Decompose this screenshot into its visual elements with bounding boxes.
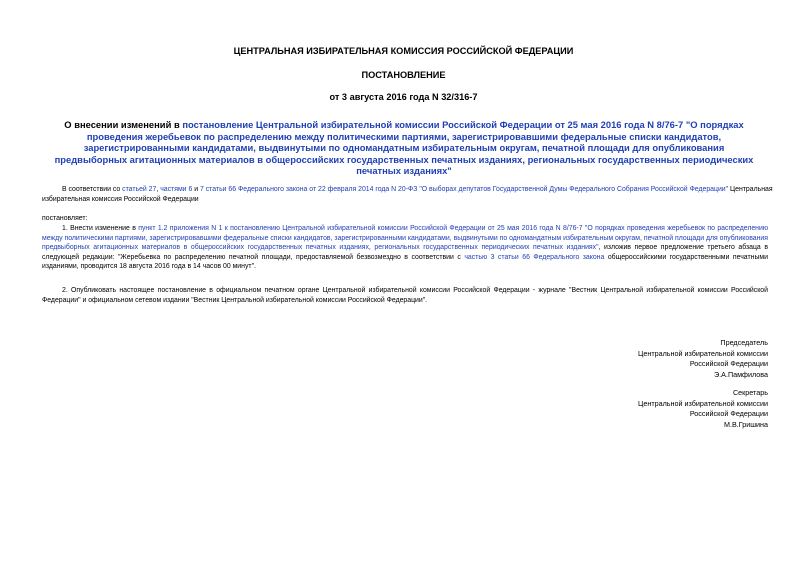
item2-text: 2. Опубликовать настоящее постановление в официальном печатном органе Центральной избирательной комиссии Российской Федерации - журнале "Вестник Центральной избирательной комиссии Российской Федерации" и официальном сетевом издании "Вестник Центральной избирательной комиссии Российской Федерации".	[42, 287, 768, 304]
preamble-text-5: Центральная избирательная комиссия Российской Федерации	[42, 186, 773, 203]
signature-name: М.В.Гришина	[723, 419, 768, 429]
item1-link-part3[interactable]: частью 3 статьи 66 Федерального закона	[464, 253, 605, 261]
document-type-heading: ПОСТАНОВЛЕНИЕ	[361, 70, 446, 80]
resolves-line: постановляет:	[42, 215, 88, 222]
title-link[interactable]: постановление Центральной избирательной комиссии Российской Федерации от 25 мая 2016 года N 8/76-7 "О порядках проведения жеребьевок по распределению между политическими партиями, зарегистрировавшими федеральные списки кандидатов, зарегистрированными кандидатами, выдвинутыми по одномандатным избирательным округам, печатной площади для опубликования предвыборных агитационных материалов в общероссийских государственных печатных изданиях, региональных государственных периодических печатных изданиях"	[54, 119, 754, 176]
signature-chairman	[568, 338, 768, 380]
preamble-link-article27[interactable]: статьей 27	[122, 186, 157, 193]
signature-org-line2: Российской Федерации	[689, 409, 768, 419]
item1-text-1: 1. Внести изменение в	[62, 225, 139, 232]
preamble-paragraph	[42, 185, 782, 204]
organization-heading: ЦЕНТРАЛЬНАЯ ИЗБИРАТЕЛЬНАЯ КОМИССИЯ РОССИЙСКОЙ ФЕДЕРАЦИИ	[233, 46, 574, 56]
signature-org-line1: Центральной избирательной комиссии	[638, 348, 768, 358]
signature-org-line1: Центральной избирательной комиссии	[638, 398, 768, 408]
preamble-text-2: ,	[156, 186, 161, 193]
item-1-paragraph	[42, 224, 768, 272]
document-title	[48, 119, 760, 177]
preamble-link-parts6[interactable]: частями 6	[160, 186, 193, 193]
signature-role: Секретарь	[732, 388, 768, 397]
preamble-link-federal-law[interactable]: Федерального закона от 22 февраля 2014 года N 20-ФЗ "О выборах депутатов Государственной Думы Федерального Собрания Российской Федерации"	[238, 186, 729, 193]
date-number-heading: от 3 августа 2016 года N 32/316-7	[329, 92, 478, 102]
signature-org-line2: Российской Федерации	[689, 359, 768, 369]
preamble-link-article66[interactable]: 7 статьи 66	[199, 186, 237, 193]
preamble-text-1: В соответствии со	[62, 186, 123, 193]
preamble-text-3: и	[192, 186, 200, 193]
title-prefix: О внесении изменений в	[64, 119, 183, 130]
signature-name: Э.А.Памфилова	[714, 369, 768, 379]
signature-secretary	[568, 388, 768, 430]
item-2-paragraph	[42, 286, 768, 305]
item1-link-clause[interactable]: пункт 1.2 приложения N 1 к постановлению Центральной избирательной комиссии Российской Федерации от 25 мая 2016 года N 8/76-7 "О порядках проведения жеребьевок по распределению между политическими партиями, зарегистрировавшими федеральные списки кандидатов, зарегистрированными кандидатами, выдвинутыми по одномандатным избирательным округам, печатной площади для опубликования предвыборных агитационных материалов в общероссийских государственных печатных изданиях, региональных государственных периодических печатных изданиях"	[42, 225, 768, 252]
item1-text-2: , изложив первое предложение третьего абзаца в следующей редакции: "Жеребьевка по распределению печатной площади, предоставляемой безвозмездно в соответствии с	[42, 244, 769, 261]
item1-text-3: общероссийскими государственными печатными изданиями, проводится 18 августа 2016 года в 14 часов 00 минут".	[42, 253, 768, 271]
signature-role: Председатель	[720, 338, 768, 347]
